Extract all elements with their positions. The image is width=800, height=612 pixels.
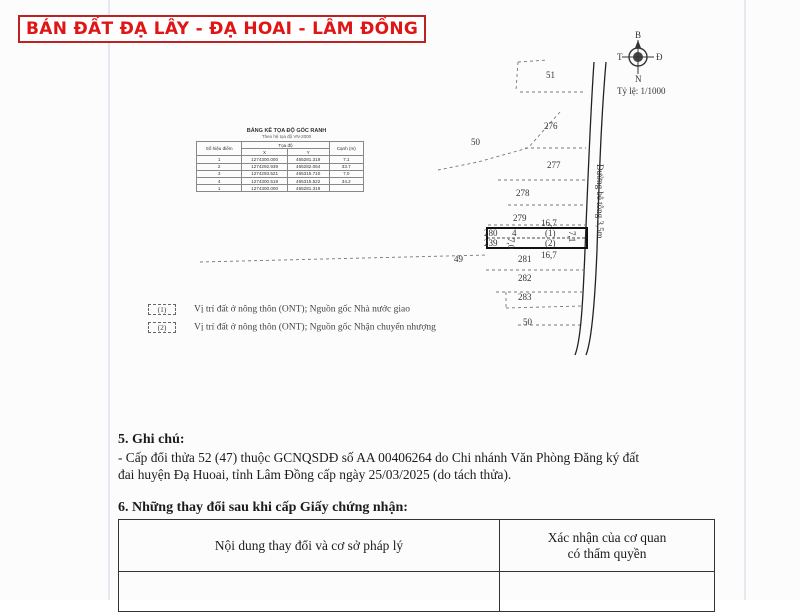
notes-section <box>118 432 738 483</box>
changes-col-content: Nội dung thay đổi và cơ sở pháp lý <box>119 520 500 572</box>
parcel-label: 50 <box>471 137 480 147</box>
compass-rose-icon <box>622 40 654 74</box>
dimension-label: 16,7 <box>541 250 557 260</box>
cell-y: 465281.319 <box>287 156 329 163</box>
road-label: Đường bê tông 3,5m <box>595 164 605 239</box>
changes-col-confirm <box>500 520 715 572</box>
header-edge: Cạnh (m) <box>329 142 363 156</box>
compass-east-label: Đ <box>656 52 663 62</box>
road-edge-left <box>575 62 594 355</box>
coordinate-table-title: BẢNG KÊ TỌA ĐỘ GÓC RANH <box>246 128 327 134</box>
legend-code: (2) <box>148 322 176 333</box>
cell-edge: 7.1 <box>329 156 363 163</box>
notes-heading: 5. Ghi chú: <box>118 432 185 447</box>
compass-south-label: N <box>635 74 642 84</box>
parcel-label: 280 <box>484 228 498 238</box>
cell-edge: 7.0 <box>329 170 363 177</box>
cell-edge: 33.7 <box>329 163 363 170</box>
cell-y: 465282.064 <box>287 163 329 170</box>
header-point: Số hiệu điểm <box>197 142 242 156</box>
cell-y: 465281.319 <box>287 185 329 192</box>
dimension-label: 7,0 <box>506 238 516 250</box>
parcel-label: 282 <box>518 273 532 283</box>
parcel-label: 283 <box>518 292 532 302</box>
changes-col-confirm-line1: Xác nhận của cơ quan <box>547 529 667 545</box>
table-row <box>119 520 715 572</box>
cell-point: 4 <box>197 177 242 184</box>
legend-text: Vị trí đất ở nông thôn (ONT); Nguồn gốc Nhận chuyển nhượng <box>194 322 436 333</box>
compass-north-label: B <box>635 30 642 40</box>
legend-row-1 <box>148 304 410 315</box>
legend-code: (1) <box>148 304 176 315</box>
cell-x: 1274293.521 <box>242 170 287 177</box>
cell-point: 2 <box>197 163 242 170</box>
sub-parcel-label: (2) <box>545 238 556 248</box>
cell-point: 3 <box>197 170 242 177</box>
header-y: Y <box>287 149 329 156</box>
cell-point: 1 <box>197 185 242 192</box>
cell-x: 1274300.519 <box>242 177 287 184</box>
legend-text: Vị trí đất ở nông thôn (ONT); Nguồn gốc Nhà nước giao <box>194 304 410 315</box>
parcel-label: 49 <box>454 254 463 264</box>
table-row <box>119 572 715 612</box>
notes-line-2: đai huyện Đạ Huoai, tỉnh Lâm Đồng cấp ngày 25/03/2025 (do tách thửa). <box>118 467 512 482</box>
sale-banner-title: BÁN ĐẤT ĐẠ LÂY - ĐẠ HOAI - LÂM ĐỒNG <box>18 15 426 43</box>
cell-x: 1274300.000 <box>242 185 287 192</box>
parcel-label: 239 <box>484 238 498 248</box>
cell-y: 465315.522 <box>287 177 329 184</box>
parcel-label: 51 <box>546 70 555 80</box>
cell-edge: 34.2 <box>329 177 363 184</box>
coordinate-table-subtitle: Theo hệ tọa độ VN-2000 <box>261 134 312 139</box>
dimension-label: 4 <box>512 228 517 238</box>
changes-empty-cell <box>500 572 715 612</box>
changes-table <box>118 519 715 612</box>
dimension-label: 7,1 <box>567 231 577 243</box>
header-x: X <box>242 149 287 156</box>
parcel-label: 276 <box>544 121 558 131</box>
cell-x: 1274292.939 <box>242 163 287 170</box>
changes-heading: 6. Những thay đổi sau khi cấp Giấy chứng nhận: <box>118 500 408 515</box>
parcel-label: 50 <box>523 317 532 327</box>
changes-col-confirm-line2: có thẩm quyền <box>567 545 647 561</box>
parcel-label: 279 <box>513 213 527 223</box>
cell-y: 465315.710 <box>287 170 329 177</box>
sub-parcel-label: (1) <box>545 228 556 238</box>
parcel-label: 281 <box>518 254 532 264</box>
cell-x: 1274300.000 <box>242 156 287 163</box>
dimension-label: 16,7 <box>541 218 557 228</box>
compass-west-label: T <box>617 52 623 62</box>
cell-point: 1 <box>197 156 242 163</box>
parcel-label: 278 <box>516 188 530 198</box>
changes-empty-cell <box>119 572 500 612</box>
header-coords: Tọa độ <box>242 142 329 149</box>
legend-row-2 <box>148 322 436 333</box>
map-scale: Tỷ lệ: 1/1000 <box>617 86 666 96</box>
notes-line-1: - Cấp đổi thửa 52 (47) thuộc GCNQSDĐ số AA 00406264 do Chi nhánh Văn Phòng Đăng ký đất <box>118 450 640 465</box>
parcel-label: 277 <box>547 160 561 170</box>
